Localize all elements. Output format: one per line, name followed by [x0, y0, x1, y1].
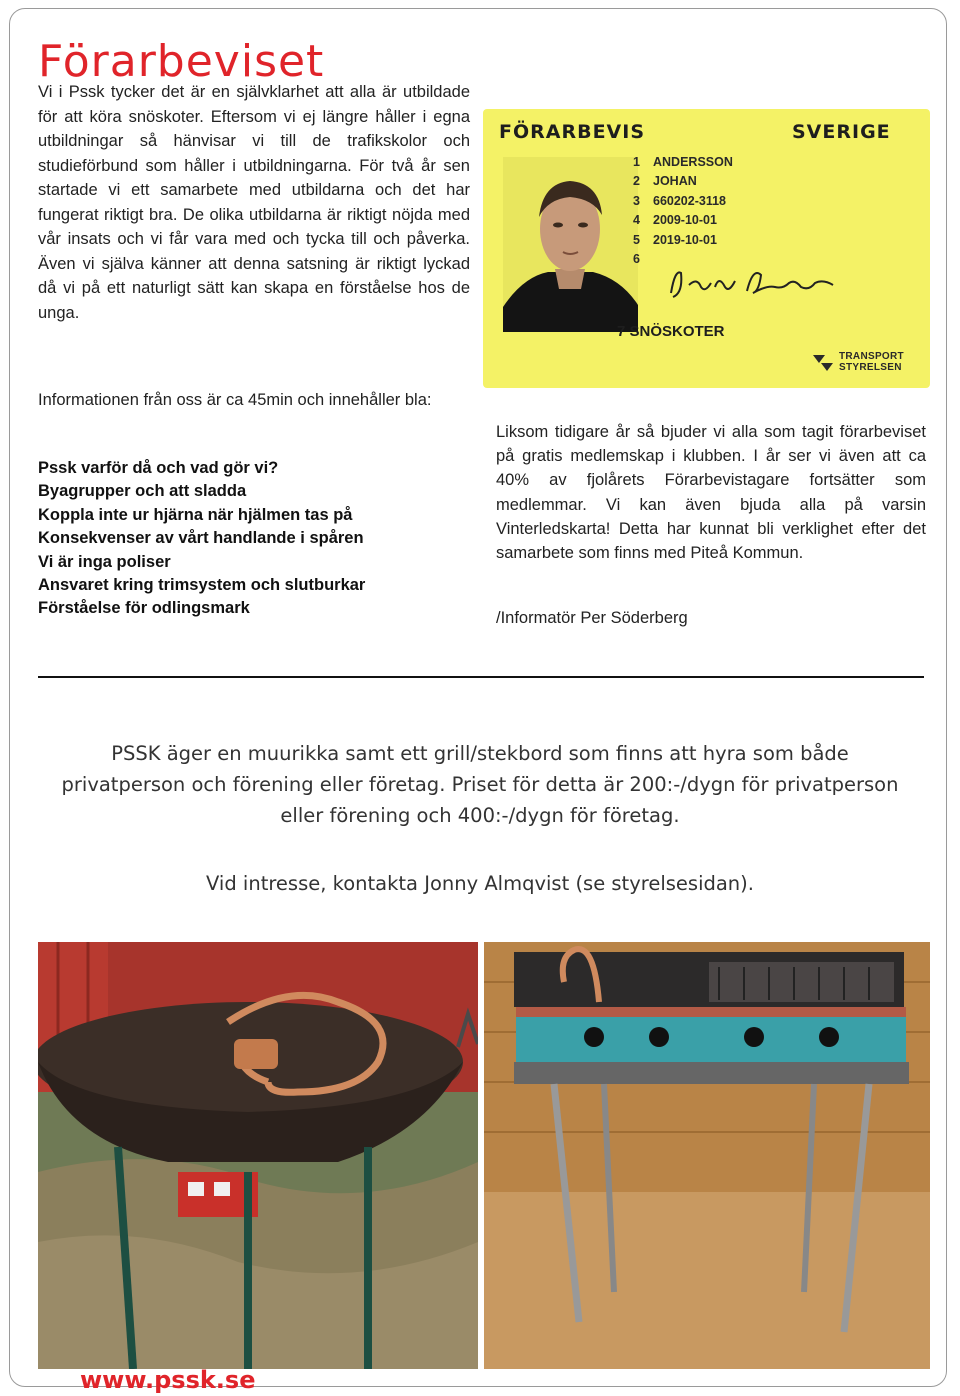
card-header-country: SVERIGE [792, 121, 891, 143]
list-item: Konsekvenser av vårt handlande i spåren [38, 529, 364, 548]
card-field: 4 2009-10-01 [633, 213, 717, 228]
contact-line: Vid intresse, kontakta Jonny Almqvist (se styrelsesidan). [206, 872, 754, 895]
page-title: Förarbeviset [38, 36, 325, 87]
topic-list [38, 457, 478, 621]
list-item: Byagrupper och att sladda [38, 482, 247, 501]
card-field: 6 [633, 252, 640, 267]
card-agency-logo: TRANSPORT STYRELSEN [811, 349, 921, 379]
list-item: Förståelse för odlingsmark [38, 599, 250, 618]
list-item: Vi är inga poliser [38, 552, 171, 571]
card-field: 2 JOHAN [633, 174, 697, 189]
intro-paragraph: Vi i Pssk tycker det är en självklarhet att alla är utbildade för att köra snöskoter. Eftersom vi ej längre håller i egna utbildningar så hänvisar vi till de trafikskolor och studieförbund som håller i utbildningarna. För två år sen startade vi ett samarbete med utbildarna och det har fungerat riktigt bra. De olika utbildarna är riktigt nöjda med vår insats och vi får vara med och tycka till och påverka. Även vi själva känner att denna satsning är riktigt lyckad då vi på ett naturligt sätt kan skapa en förståelse hos de unga. [38, 83, 470, 322]
info-paragraph: Informationen från oss är ca 45min och innehåller bla: [38, 391, 432, 409]
rental-notice: PSSK äger en muurikka samt ett grill/stekbord som finns att hyra som både privatperson och förening eller företag. Priset för detta är 200:-/dygn för privatperson eller förening och 400:-/dygn för företag. [61, 742, 899, 827]
list-item: Pssk varför då och vad gör vi? [38, 459, 279, 477]
section-divider [38, 676, 924, 678]
card-portrait-photo [503, 157, 638, 332]
card-field: 1 ANDERSSON [633, 155, 733, 169]
list-item: Koppla inte ur hjärna när hjälmen tas på [38, 505, 353, 524]
website-url[interactable]: www.pssk.se [80, 1366, 256, 1394]
card-header-title: FÖRARBEVIS [499, 121, 646, 143]
card-fields [633, 153, 733, 269]
agency-logo-icon [811, 351, 835, 375]
grill-table-photo [484, 942, 930, 1369]
muurikka-photo [38, 942, 478, 1369]
card-field: 3 660202-3118 [633, 193, 726, 208]
driver-license-card-image [483, 109, 930, 388]
card-signature [663, 263, 843, 303]
list-item: Ansvaret kring trimsystem och slutburkar [38, 576, 366, 595]
membership-paragraph: Liksom tidigare år så bjuder vi alla som tagit förarbeviset på gratis medlemskap i klubben. I år ser vi även att ca 40% av fjolårets Förarbevistagare fortsätter som medlemmar. Vi kan även bjuda alla på varsin Vinterledskarta! Detta har kunnat bli verklighet efter det samarbete som finns med Piteå Kommun. [496, 423, 926, 563]
author-signature: /Informatör Per Söderberg [496, 609, 688, 627]
card-field: 5 2019-10-01 [633, 232, 717, 247]
card-category: 7 SNÖSKOTER [617, 323, 725, 340]
